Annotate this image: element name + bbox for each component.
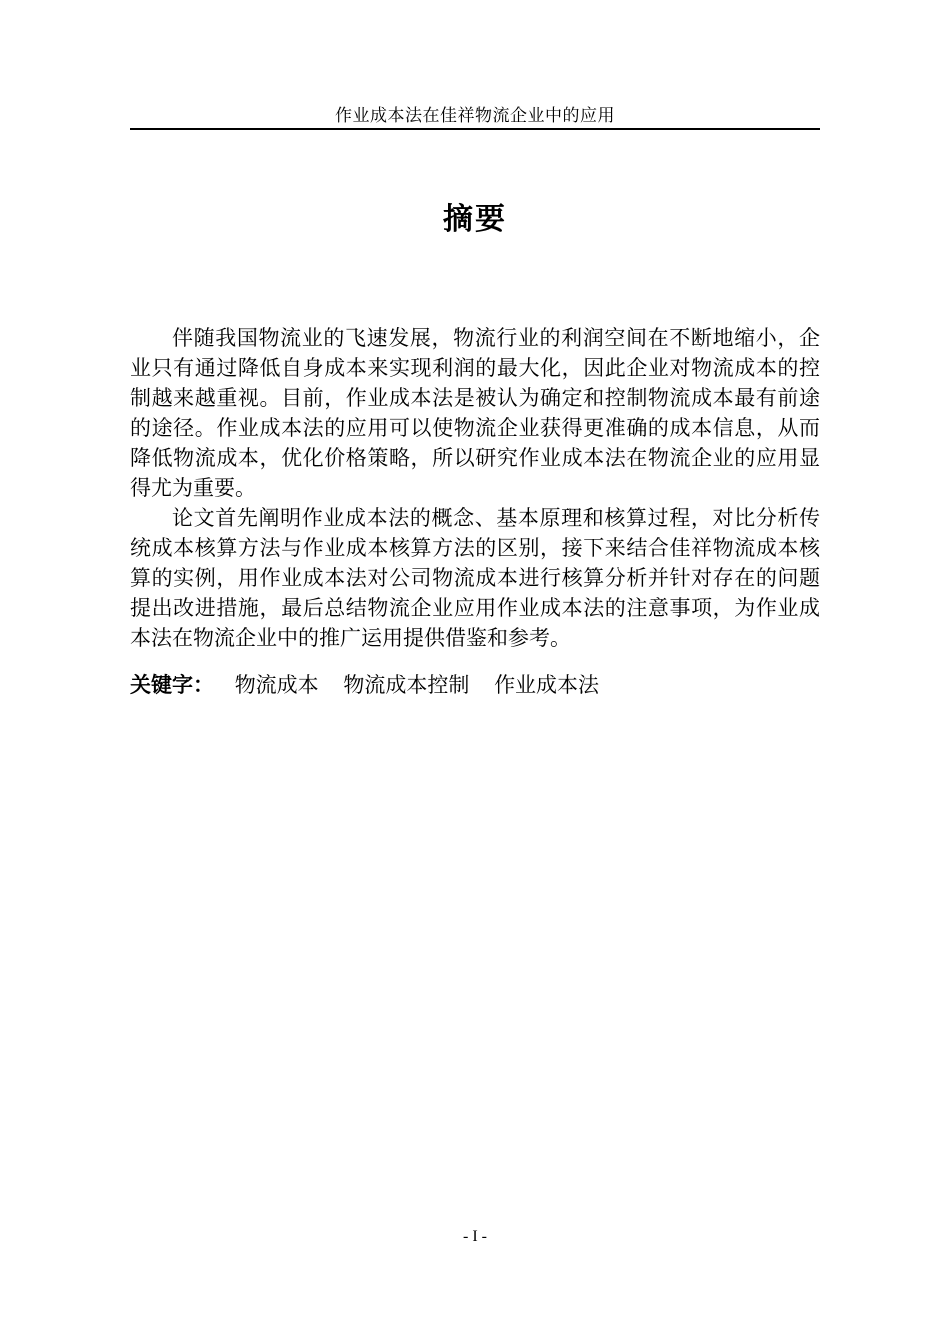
keywords-label: 关键字：	[130, 673, 214, 697]
running-header: 作业成本法在佳祥物流企业中的应用	[335, 106, 615, 126]
abstract-paragraph-1: 伴随我国物流业的飞速发展，物流行业的利润空间在不断地缩小，企业只有通过降低自身成本来实现利润的最大化，因此企业对物流成本的控制越来越重视。目前，作业成本法是被认为确定和控制物流成本最有前途的途径。作业成本法的应用可以使物流企业获得更准确的成本信息，从而降低物流成本，优化价格策略，所以研究作业成本法在物流企业的应用显得尤为重要。	[130, 326, 820, 500]
header-rule	[130, 128, 820, 130]
page-number: - I -	[463, 1228, 487, 1245]
abstract-body	[130, 323, 820, 653]
keyword-item: 物流成本控制	[343, 673, 470, 697]
abstract-title: 摘要	[443, 202, 507, 237]
abstract-paragraph-2: 论文首先阐明作业成本法的概念、基本原理和核算过程，对比分析传统成本核算方法与作业成本核算方法的区别，接下来结合佳祥物流成本核算的实例，用作业成本法对公司物流成本进行核算分析并针对存在的问题提出改进措施，最后总结物流企业应用作业成本法的注意事项，为作业成本法在物流企业中的推广运用提供借鉴和参考。	[130, 506, 820, 650]
keywords-line	[130, 670, 820, 700]
keyword-item: 物流成本	[234, 673, 319, 697]
keyword-item: 作业成本法	[494, 673, 600, 697]
